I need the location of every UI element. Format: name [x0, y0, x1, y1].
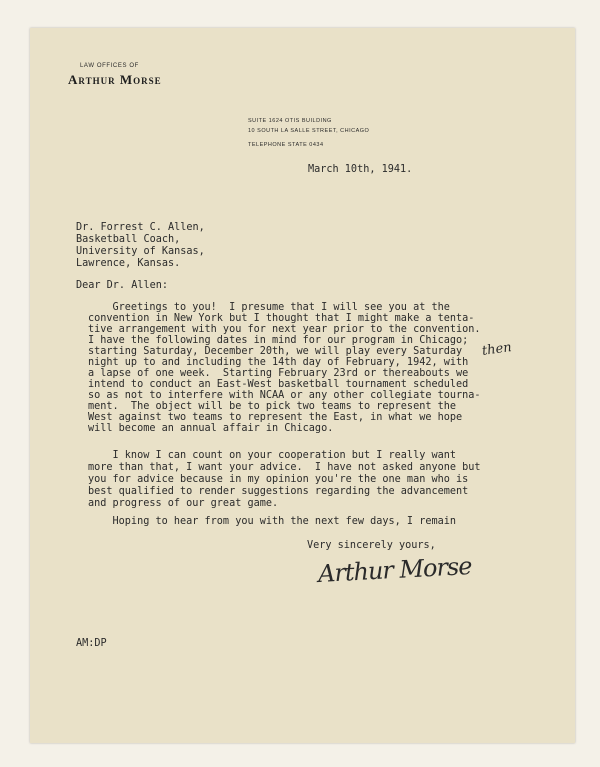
paragraph-line: tive arrangement with you for next year prior to the convention.	[88, 324, 481, 335]
paragraph-line: I know I can count on your cooperation but I really want	[88, 450, 457, 461]
paragraph-line: more than that, I want your advice. I have not asked anyone but	[88, 462, 481, 473]
paragraph-line: ment. The object will be to pick two teams to represent the	[88, 401, 457, 412]
paragraph-line: Greetings to you! I presume that I will see you at the	[88, 302, 450, 313]
paragraph-line: so as not to interfere with NCAA or any other collegiate tourna-	[88, 390, 481, 401]
valediction: Very sincerely yours,	[307, 540, 436, 551]
recipient-line: Basketball Coach,	[76, 234, 181, 245]
paragraph-line: I have the following dates in mind for our program in Chicago;	[88, 335, 469, 346]
paragraph-line: convention in New York but I thought that I might make a tenta-	[88, 313, 475, 324]
letterhead-name: Arthur Morse	[68, 72, 162, 87]
typist-initials: AM:DP	[76, 638, 107, 649]
recipient-line: University of Kansas,	[76, 246, 205, 257]
handwritten-insert: then	[481, 340, 513, 359]
letterhead-address-suite: SUITE 1624 OTIS BUILDING	[248, 118, 332, 124]
recipient-line: Dr. Forrest C. Allen,	[76, 222, 205, 233]
letterhead-caption: LAW OFFICES OF	[80, 63, 139, 69]
paragraph-line: you for advice because in my opinion you're the one man who is	[88, 474, 469, 485]
letterhead-address-street: 10 SOUTH LA SALLE STREET, CHICAGO	[248, 128, 370, 134]
salutation: Dear Dr. Allen:	[76, 280, 169, 291]
paragraph-line: will become an annual affair in Chicago.	[88, 423, 334, 434]
paragraph-line: West against two teams to represent the East, in what we hope	[88, 412, 463, 423]
paragraph-line: night up to and including the 14th day of February, 1942, with	[88, 357, 469, 368]
letterhead-telephone: TELEPHONE STATE 0434	[248, 142, 324, 148]
paragraph-line: starting Saturday, December 20th, we will play every Saturday	[88, 346, 463, 357]
paragraph-line: a lapse of one week. Starting February 23rd or thereabouts we	[88, 368, 469, 379]
closing-line: Hoping to hear from you with the next few days, I remain	[88, 516, 457, 527]
paragraph-line: intend to conduct an East-West basketball tournament scheduled	[88, 379, 469, 390]
signature: Arthur Morse	[317, 552, 473, 588]
recipient-line: Lawrence, Kansas.	[76, 258, 181, 269]
paragraph-line: best qualified to render suggestions regarding the advancement	[88, 486, 469, 497]
paragraph-line: and progress of our great game.	[88, 498, 279, 509]
letter-date: March 10th, 1941.	[308, 164, 413, 175]
